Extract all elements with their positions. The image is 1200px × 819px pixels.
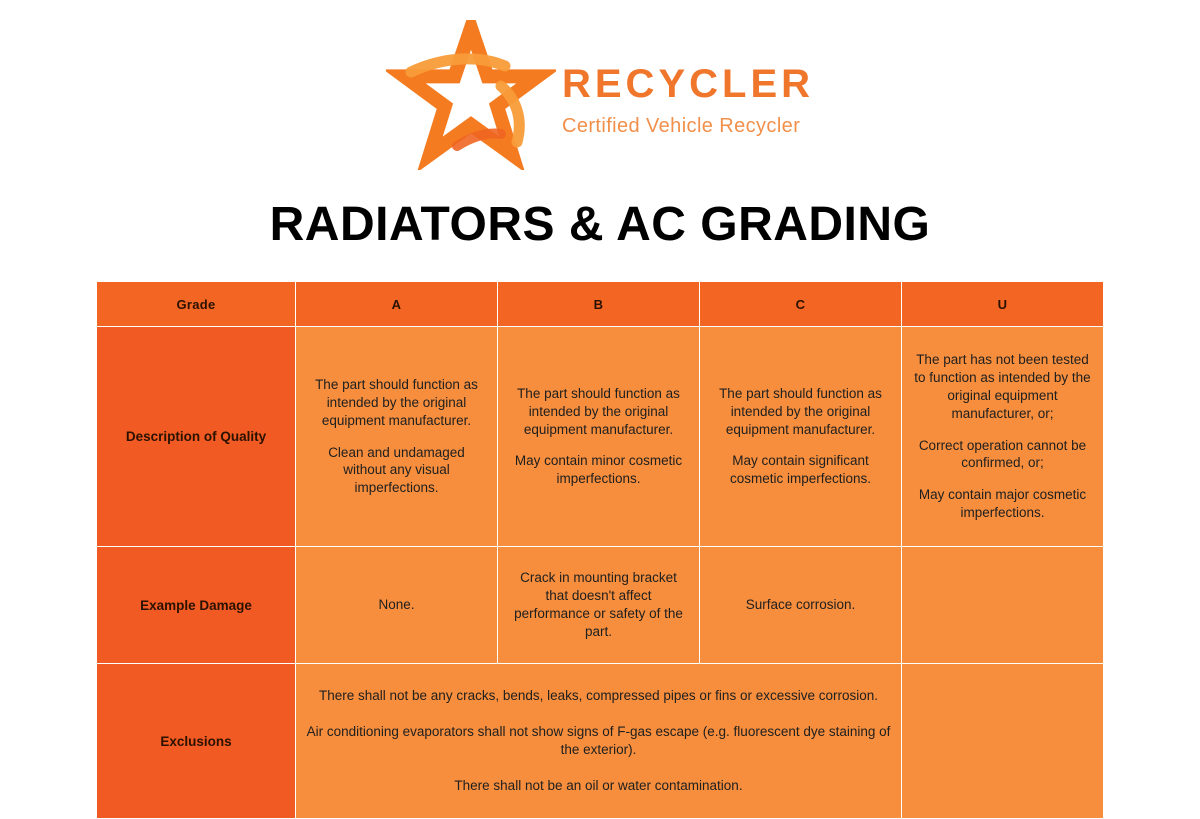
brand-name: RECYCLER [561,62,815,106]
cell-text: Correct operation cannot be confirmed, or; [918,437,1087,471]
cell-description-c [700,327,902,547]
grading-table [96,281,1104,819]
cell-text: The part should function as intended by the original equipment manufacturer. [315,377,478,428]
table-body [97,327,1104,819]
logo [0,22,1200,172]
column-header-b: B [498,282,700,327]
column-header-c: C [700,282,902,327]
cell-text: The part has not been tested to function as intended by the original equipment manufacturer, or; [914,352,1091,421]
cell-description-b [498,327,700,547]
cell-text: The part should function as intended by the original equipment manufacturer. [517,385,680,437]
cell-text: Air conditioning evaporators shall not show signs of F-gas escape (e.g. fluorescent dye staining of the exterior). [306,724,891,757]
row-label-example-damage: Example Damage [97,547,296,664]
table-header-row [97,282,1104,327]
table-row [97,664,1104,819]
cell-example-a [296,547,498,664]
table-row [97,327,1104,547]
cell-example-u [902,547,1104,664]
page-title: RADIATORS & AC GRADING [269,198,931,251]
cell-exclusions-merged [296,664,902,819]
cell-text: May contain significant cosmetic imperfections. [729,453,872,487]
cell-text: Clean and undamaged without any visual imperfections. [328,444,465,496]
row-label-exclusions: Exclusions [97,664,296,819]
cell-example-c [700,547,902,664]
cell-example-b [498,547,700,664]
cell-description-u [902,327,1104,547]
cell-description-a [296,327,498,547]
cell-text: The part should function as intended by the original equipment manufacturer. [719,385,882,437]
cell-text: Crack in mounting bracket that doesn't affect performance or safety of the part. [514,570,683,639]
cell-exclusions-u [902,664,1104,819]
cell-text: May contain major cosmetic imperfections. [918,487,1087,520]
cell-text: There shall not be an oil or water contamination. [454,777,743,793]
column-header-grade: Grade [97,282,296,327]
column-header-a: A [296,282,498,327]
cell-text: May contain minor cosmetic imperfections. [514,453,683,487]
cell-text: There shall not be any cracks, bends, leaks, compressed pipes or fins or excessive corrosion. [318,688,878,704]
column-header-u: U [902,282,1104,327]
table-head [97,282,1104,327]
cell-text: Surface corrosion. [745,597,856,613]
logo-text [562,58,814,136]
row-label-description: Description of Quality [97,327,296,547]
cell-text: None. [378,597,415,613]
logo-inner [386,22,814,172]
table-row [97,547,1104,664]
brand-tagline: Certified Vehicle Recycler [561,115,801,137]
star-icon [386,20,556,170]
